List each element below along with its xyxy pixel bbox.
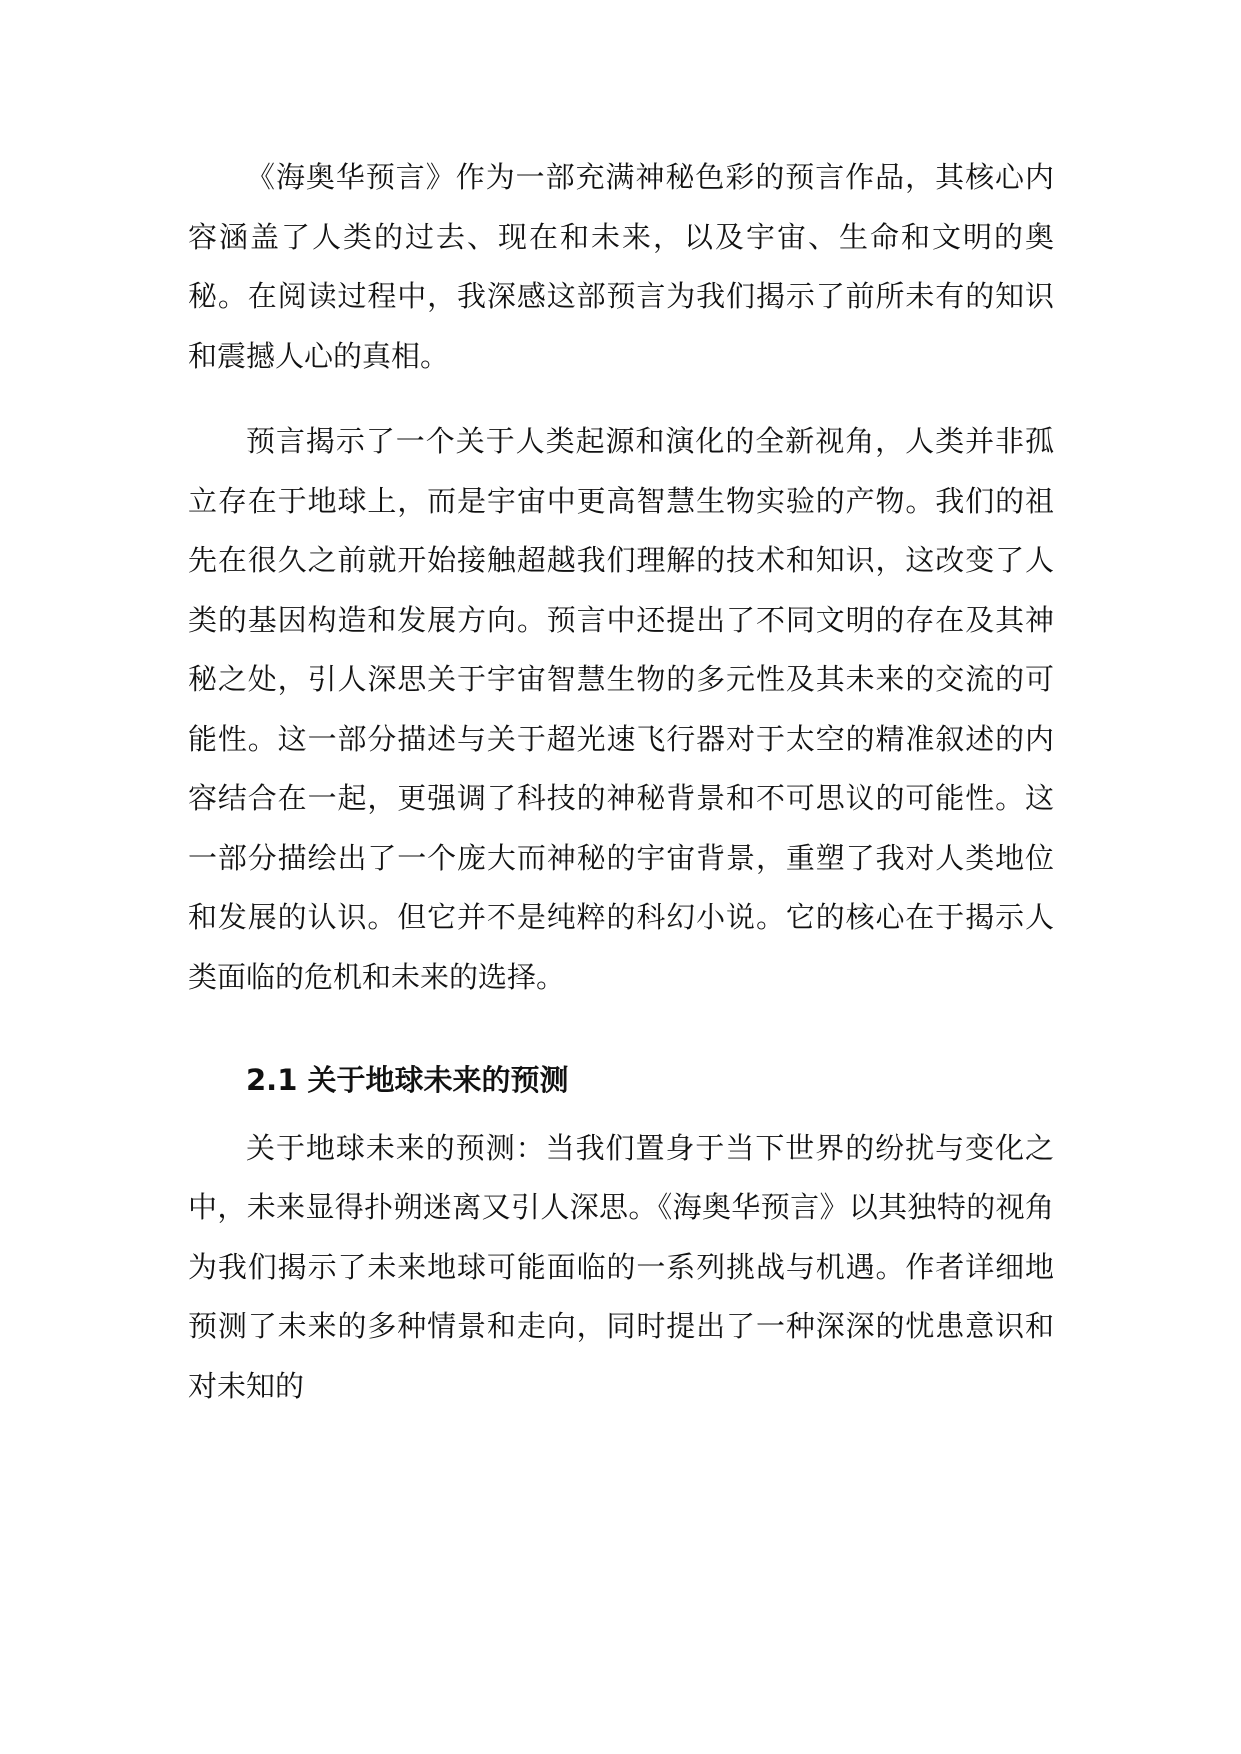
paragraph-earth-future: 关于地球未来的预测：当我们置身于当下世界的纷扰与变化之中，未来显得扑朔迷离又引人深思。《海奥华预言》以其独特的视角为我们揭示了未来地球可能面临的一系列挑战与机遇。作者详细地预测了未来的多种情景和走向，同时提出了一种深深的忧患意识和对未知的 xyxy=(188,1130,1054,1403)
section-heading: 2.1 关于地球未来的预测 xyxy=(246,1063,569,1097)
document-body xyxy=(188,148,1054,1416)
paragraph-intro: 《海奥华预言》作为一部充满神秘色彩的预言作品，其核心内容涵盖了人类的过去、现在和未来，以及宇宙、生命和文明的奥秘。在阅读过程中，我深感这部预言为我们揭示了前所未有的知识和震撼人心的真相。 xyxy=(188,160,1054,373)
paragraph-origin: 预言揭示了一个关于人类起源和演化的全新视角，人类并非孤立存在于地球上，而是宇宙中更高智慧生物实验的产物。我们的祖先在很久之前就开始接触超越我们理解的技术和知识，这改变了人类的基因构造和发展方向。预言中还提出了不同文明的存在及其神秘之处，引人深思关于宇宙智慧生物的多元性及其未来的交流的可能性。这一部分描述与关于超光速飞行器对于太空的精准叙述的内容结合在一起，更强调了科技的神秘背景和不可思议的可能性。这一部分描绘出了一个庞大而神秘的宇宙背景，重塑了我对人类地位和发展的认识。但它并不是纯粹的科幻小说。它的核心在于揭示人类面临的危机和未来的选择。 xyxy=(188,424,1054,994)
